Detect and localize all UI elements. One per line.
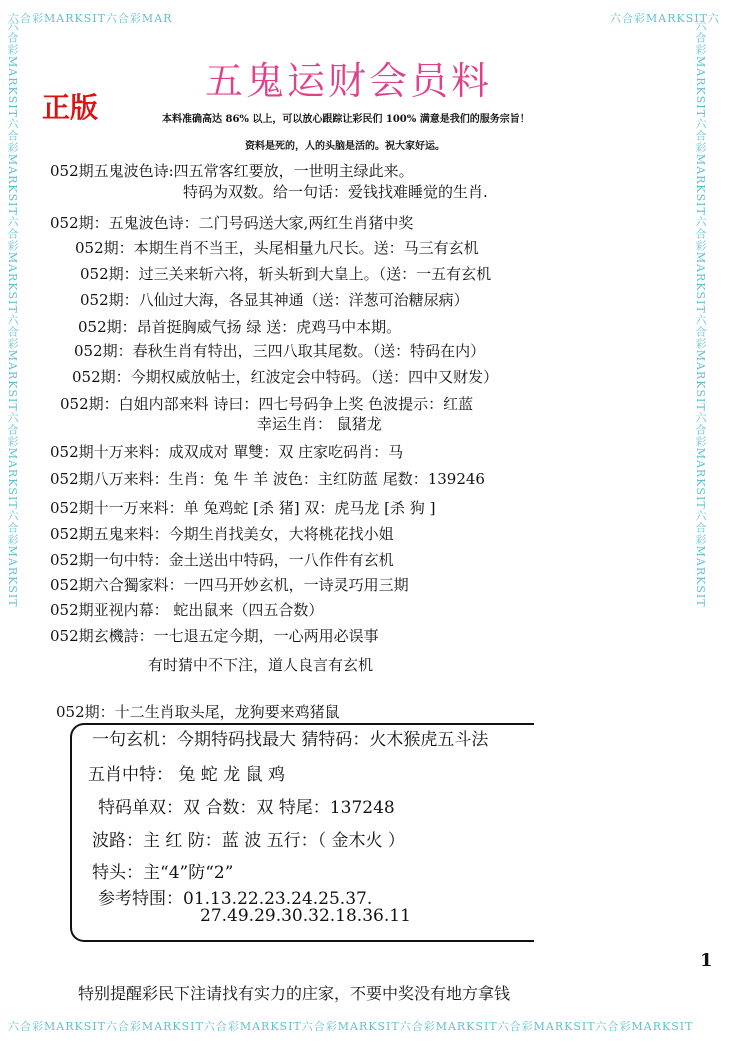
subtitle-accuracy: 本料准确高达 86% 以上，可以放心跟踪让彩民们 100% 满意是我们的服务宗旨！ (162, 114, 530, 125)
box-line-hint: 一句玄机：今期特码找最大 猜特码：火木猴虎五斗法 (92, 730, 489, 750)
box-line-range: 参考特围：01.13.22.23.24.25.37. (98, 889, 373, 909)
watermark-top: 六合彩MARKSIT六合彩MAR (8, 12, 173, 25)
text-line: 052期五鬼波色诗:四五常客红要放，一世明主绿此来。 (50, 162, 414, 180)
box-line-odd-even: 特码单双：双 合数：双 特尾：137248 (98, 798, 395, 818)
text-line: 052期：昂首挺胸威气扬 绿 送：虎鸡马中本期。 (78, 318, 402, 336)
edition-label: 正版 (42, 91, 99, 124)
text-line: 052期十万来料：成双成对 單雙：双 庄家吃码肖：马 (50, 443, 404, 461)
text-line: 052期：本期生肖不当王，头尾相量九尺长。送：马三有玄机 (75, 239, 479, 257)
text-line: 052期：白姐内部来料 诗曰：四七号码争上奖 色波提示：红蓝 (60, 395, 474, 413)
watermark-left: 六合彩MARKSIT六合彩MARKSIT六合彩MARKSIT六合彩MARKSIT六合彩MARKSIT六合彩MARKSIT (6, 20, 19, 608)
watermark-right: 六合彩MARKSIT六合彩MARKSIT六合彩MARKSIT六合彩MARKSIT六合彩MARKSIT六合彩MARKSIT (694, 20, 707, 608)
footer-reminder: 特别提醒彩民下注请找有实力的庄家，不要中奖没有地方拿钱 (78, 984, 511, 1003)
page-number: 1 (700, 950, 713, 971)
text-line: 幸运生肖： 鼠猪龙 (257, 415, 382, 433)
text-line: 052期：今期权威放帖士，红波定会中特码。（送：四中又财发） (72, 368, 499, 386)
text-line: 052期：十二生肖取头尾，龙狗要来鸡猪鼠 (56, 703, 340, 721)
box-line-head: 特头：主“4”防“2” (92, 863, 234, 883)
text-line: 有时猜中不下注，道人良言有玄机 (148, 656, 374, 674)
text-line: 052期：春秋生肖有特出，三四八取其尾数。（送：特码在内） (74, 342, 486, 360)
text-line: 052期五鬼来料：今期生肖找美女，大将桃花找小姐 (50, 525, 394, 543)
watermark-bottom: 六合彩MARKSIT六合彩MARKSIT六合彩MARKSIT六合彩MARKSIT六合彩MARKSIT六合彩MARKSIT六合彩MARKSIT (8, 1020, 694, 1033)
text-line: 特码为双数。给一句话：爱钱找难睡觉的生肖. (183, 183, 488, 201)
text-line: 052期一句中特：金土送出中特码，一八作件有玄机 (50, 551, 394, 569)
text-line: 052期：八仙过大海，各显其神通（送：洋葱可治糖尿病） (80, 291, 469, 309)
text-line: 052期亚视内幕： 蛇出鼠来（四五合数） (50, 601, 324, 619)
watermark-top-right: 六合彩MARKSIT六 (610, 12, 720, 25)
box-line-wave: 波路：主 红 防：蓝 波 五行：（ 金木火 ） (92, 831, 405, 851)
text-line: 052期：五鬼波色诗：二门号码送大家,两红生肖猪中奖 (50, 214, 414, 232)
page-title: 五鬼运财会员料 (205, 59, 493, 103)
text-line: 052期十一万来料：单 兔鸡蛇 [杀 猪] 双：虎马龙 [杀 狗 ] (50, 499, 436, 517)
text-line: 052期六合獨家料：一四马开妙玄机，一诗灵巧用三期 (50, 576, 409, 594)
subtitle-luck: 资料是死的，人的头脑是活的。祝大家好运。 (245, 141, 445, 152)
text-line: 052期玄機詩：一七退五定今期，一心两用必误事 (50, 627, 379, 645)
box-line-range-2: 27.49.29.30.32.18.36.11 (200, 906, 411, 926)
box-line-five-zodiac: 五肖中特： 兔 蛇 龙 鼠 鸡 (88, 765, 286, 785)
text-line: 052期：过三关来斩六将，斩头斩到大皇上。（送：一五有玄机 (80, 265, 492, 283)
text-line: 052期八万来料：生肖：兔 牛 羊 波色：主红防蓝 尾数：139246 (50, 470, 485, 488)
